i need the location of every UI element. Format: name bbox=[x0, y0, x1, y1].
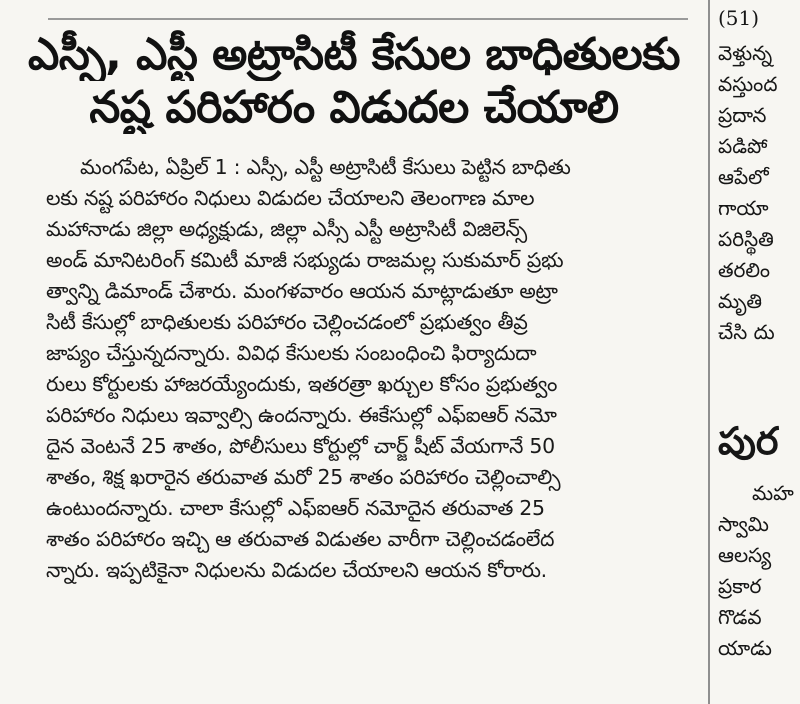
side-line: ప్రకార bbox=[718, 574, 762, 598]
side-line: ఆపేలో bbox=[718, 165, 769, 189]
body-line: శాతం పరిహారం ఇచ్చి ఆ తరువాత విడుతల వారీగా చెల్లించడంలేద bbox=[46, 527, 555, 551]
side-line: మహ bbox=[752, 481, 794, 505]
side-line: గాయా bbox=[718, 196, 769, 220]
side-line: యాడు bbox=[718, 636, 772, 660]
article-headline bbox=[0, 28, 708, 134]
body-line: లకు నష్ట పరిహారం నిధులు విడుదల చేయాలని తెలంగాణ మాల bbox=[46, 186, 535, 210]
body-line: ఉంటుందన్నారు. చాలా కేసుల్లో ఎఫ్ఐఆర్ నమోదైన తరువాత 25 bbox=[46, 496, 545, 520]
body-line: మహానాడు జిల్లా అధ్యక్షుడు, జిల్లా ఎస్సీ ఎస్టీ అట్రాసిటీ విజిలెన్స్ bbox=[46, 217, 527, 241]
cropped-previous-line bbox=[48, 0, 668, 10]
side-line: తరలిం bbox=[718, 258, 771, 282]
article-body bbox=[46, 152, 692, 586]
side-column-number: (51) bbox=[718, 6, 760, 30]
top-divider bbox=[48, 18, 688, 20]
column-divider bbox=[708, 0, 710, 704]
body-line: రులు కోర్టులకు హాజరయ్యేందుకు, ఇతరత్రా ఖర్చుల కోసం ప్రభుత్వం bbox=[46, 372, 558, 396]
body-line: దైన వెంటనే 25 శాతం, పోలీసులు కోర్టుల్లో చార్జ్ షీట్ వేయగానే 50 bbox=[46, 434, 555, 458]
side-line: ఆలస్య bbox=[718, 543, 772, 567]
headline-line-2: నష్ట పరిహారం విడుదల చేయాలి bbox=[89, 82, 619, 133]
headline-line-1: ఎస్సీ, ఎస్టీ అట్రాసిటీ కేసుల బాధితులకు bbox=[28, 29, 680, 80]
side-column-text-2 bbox=[718, 478, 794, 664]
adjacent-column-cropped bbox=[718, 0, 800, 704]
body-line: మంగపేట, ఏప్రిల్ 1 : ఎస్సీ, ఎస్టీ అట్రాసిటీ కేసులు పెట్టిన బాధితు bbox=[80, 155, 571, 179]
body-line: సిటీ కేసుల్లో బాధితులకు పరిహారం చెల్లించడంలో ప్రభుత్వం తీవ్ర bbox=[46, 310, 528, 334]
side-line: వస్తుంద bbox=[718, 72, 778, 96]
body-line: శాతం, శిక్ష ఖరారైన తరువాత మరో 25 శాతం పరిహారం చెల్లించాల్సి bbox=[46, 465, 561, 489]
side-column-text bbox=[718, 38, 777, 348]
body-line: త్వాన్ని డిమాండ్ చేశారు. మంగళవారం ఆయన మాట్లాడుతూ అట్రా bbox=[46, 279, 558, 303]
side-line: ప్రదాన bbox=[718, 103, 767, 127]
body-line: అండ్ మానిటరింగ్ కమిటీ మాజీ సభ్యుడు రాజమల్ల సుకుమార్ ప్రభు bbox=[46, 248, 564, 272]
side-line: వెళ్తున్న bbox=[718, 41, 773, 65]
body-line: జాప్యం చేస్తున్నదన్నారు. వివిధ కేసులకు సంబంధించి ఫిర్యాదుదా bbox=[46, 341, 537, 365]
next-article-headline-cropped bbox=[68, 680, 668, 704]
side-line: పడిపో bbox=[718, 134, 768, 158]
side-line: మృతి bbox=[718, 289, 763, 313]
side-line: పరిస్థితి bbox=[718, 227, 774, 251]
body-line: పరిహారం నిధులు ఇవ్వాల్సి ఉందన్నారు. ఈకేసుల్లో ఎఫ్ఐఆర్ నమో bbox=[46, 403, 557, 427]
side-column-heading: పుర bbox=[718, 419, 779, 463]
side-line: చేసి దు bbox=[718, 320, 775, 344]
side-line: స్వామి bbox=[718, 512, 769, 536]
side-line: గొడవ bbox=[718, 605, 762, 629]
body-line: న్నారు. ఇప్పటికైనా నిధులను విడుదల చేయాలని ఆయన కోరారు. bbox=[46, 558, 547, 582]
